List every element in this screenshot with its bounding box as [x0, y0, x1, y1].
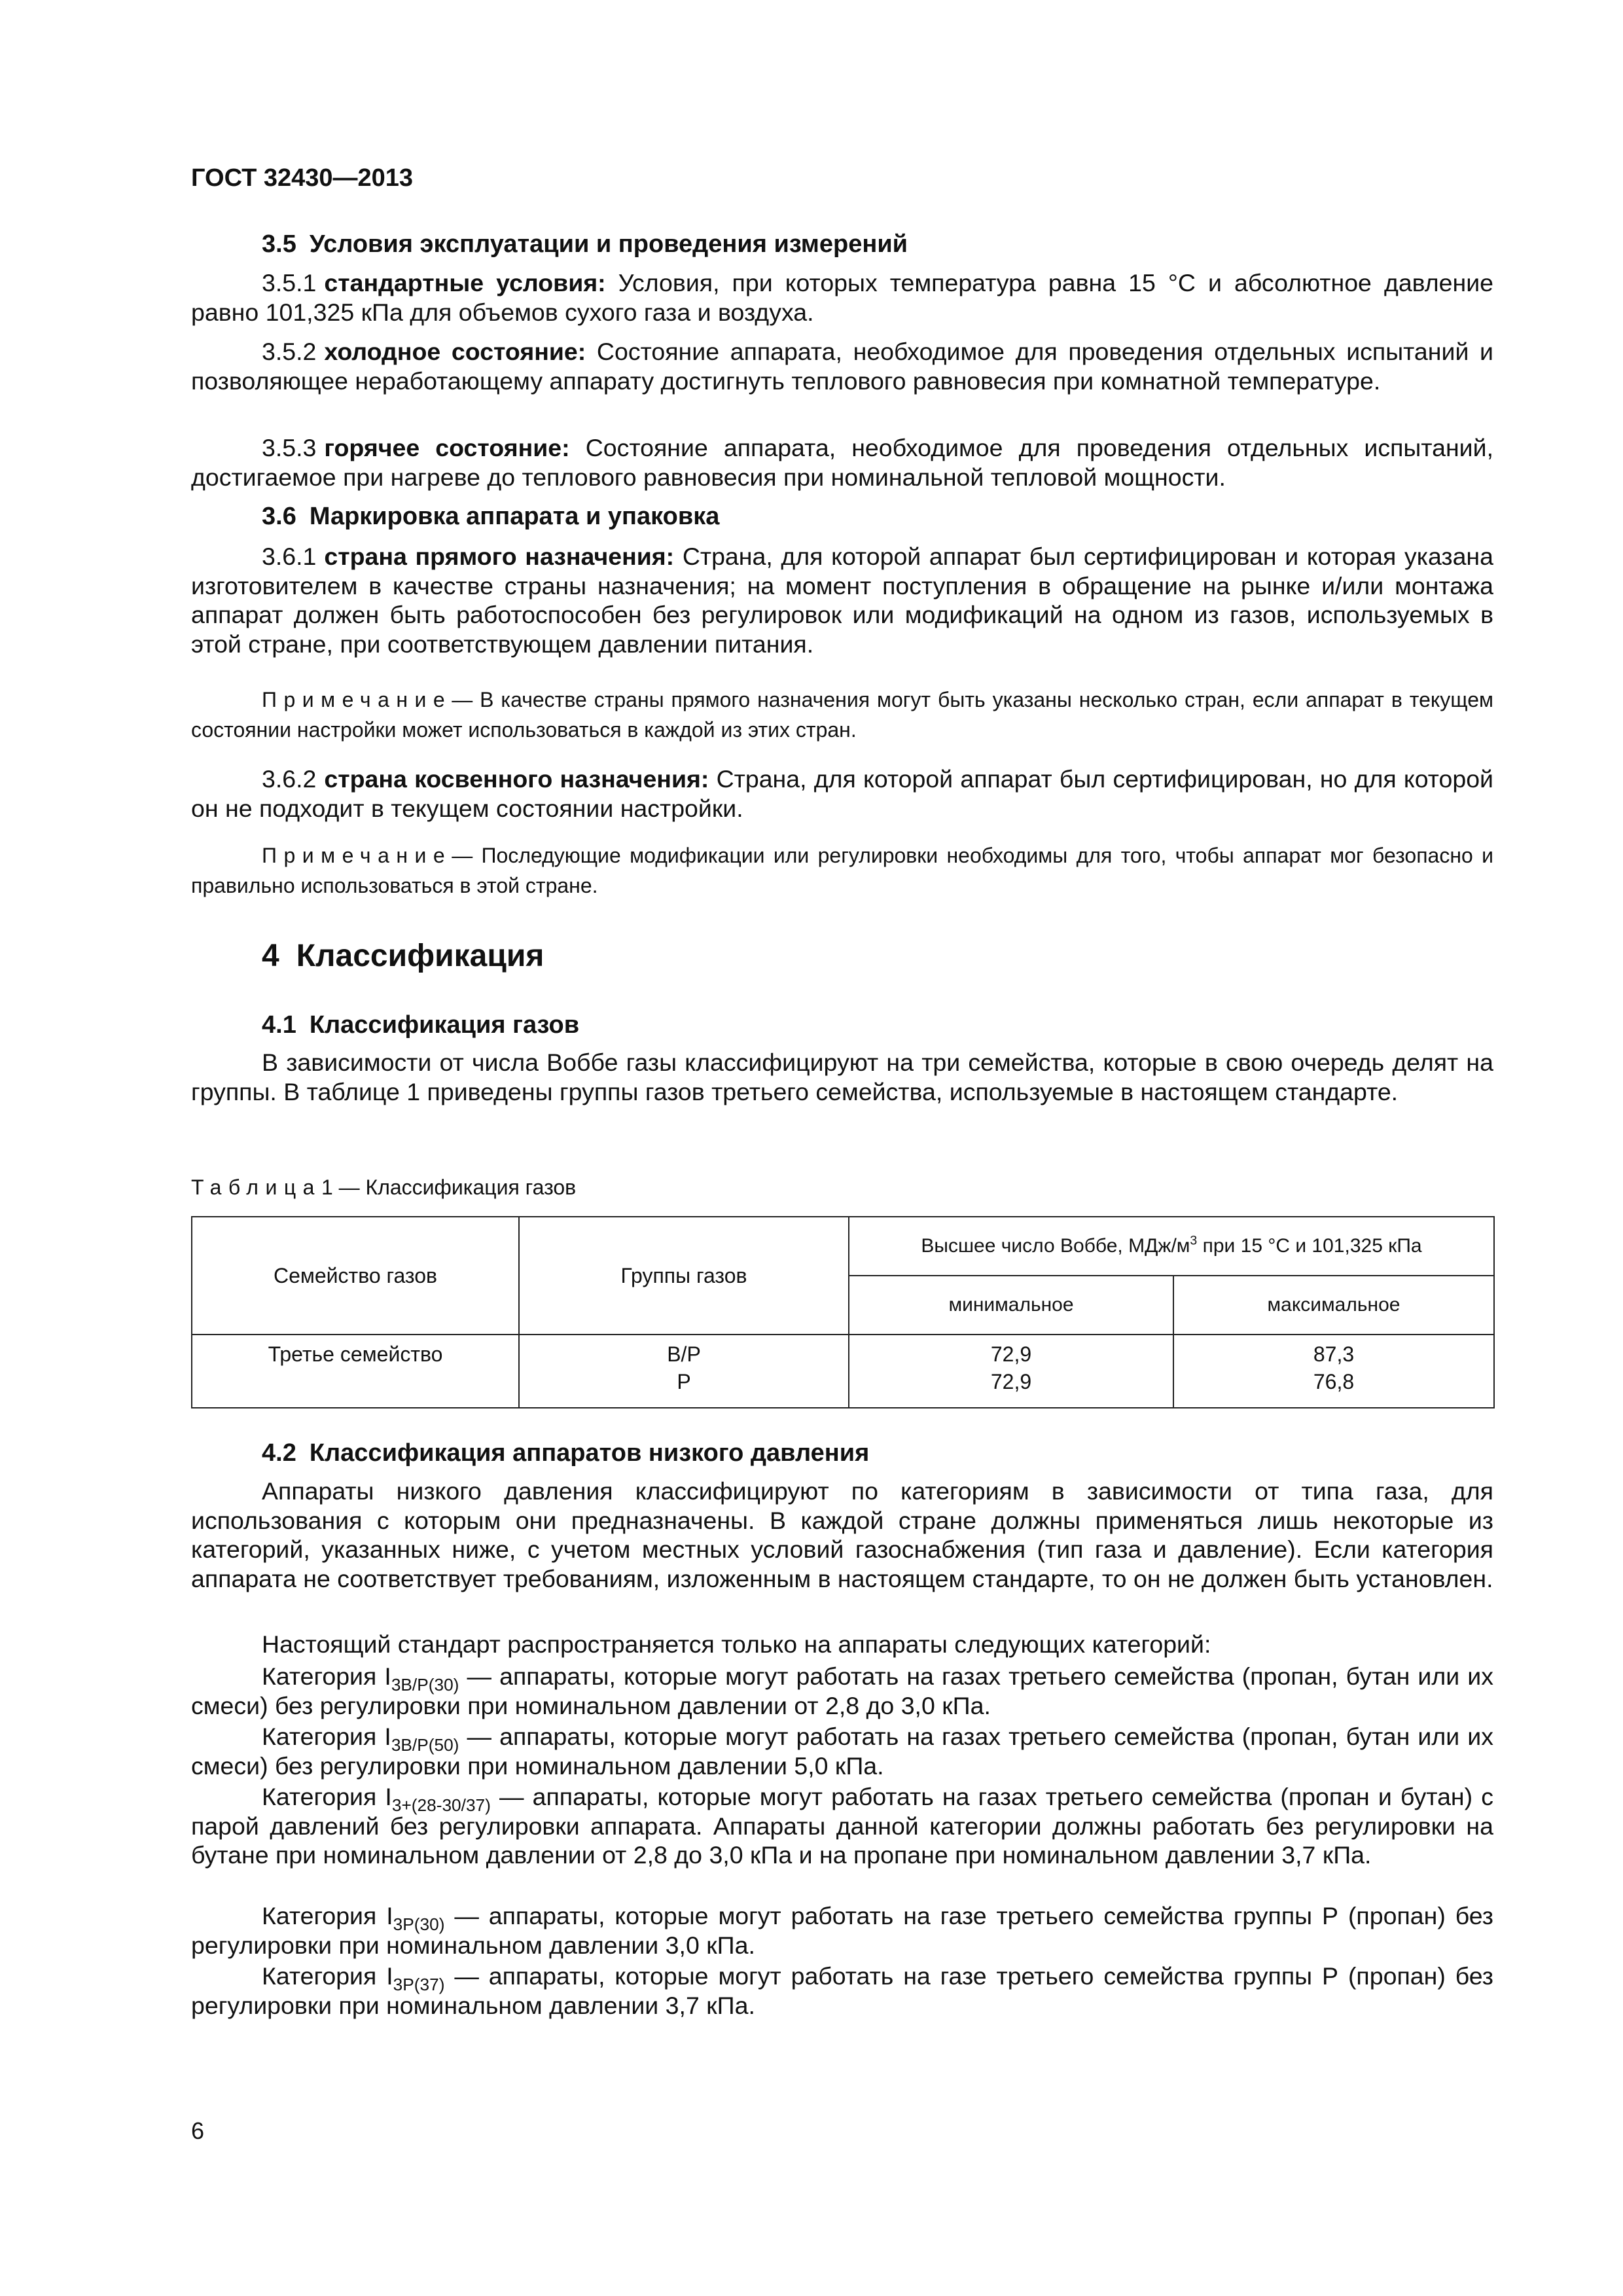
table-row: [192, 1335, 1494, 1408]
gas-classification-table: [191, 1216, 1495, 1408]
section-heading-3-6: [262, 501, 719, 532]
note-1: [191, 685, 1493, 745]
note-label: Примечание: [262, 688, 452, 711]
chapter-title: Классификация: [296, 939, 544, 973]
term: стандартные условия:: [324, 269, 606, 296]
header-max: максимальное: [1173, 1276, 1494, 1335]
term: холодное состояние:: [324, 338, 586, 365]
term: страна прямого назначения:: [324, 543, 675, 570]
section-number: 4.1: [262, 1011, 296, 1039]
cell-max: 87,3 76,8: [1173, 1335, 1494, 1408]
cell-groups: В/Р Р: [519, 1335, 849, 1408]
clause-3-6-1: 3.6.1 страна прямого назначения: Страна, для которой аппарат был сертифицирован и которая указана изготовителем в качестве страны назначения; на момент поступления в обращение на рынке и/или монтажа аппарат должен быть работоспособен без регулировок или модификаций на одном из газов, используемых в этой стране, при соответствующем давлении питания.: [191, 543, 1493, 658]
clause-3-5-2: 3.5.2 холодное состояние: Состояние аппарата, необходимое для проведения отдельных испытаний и позволяющее неработающему аппарату достигнуть теплового равновесия при комнатной температуре.: [191, 338, 1493, 395]
header-family: Семейство газов: [192, 1217, 519, 1335]
section-title: Классификация газов: [309, 1011, 580, 1039]
definition: Состояние аппарата, необходимое для проведения отдельных испытаний и позволяющее неработающему аппарату достигнуть теплового равновесия при комнатной температуре.: [191, 338, 1493, 395]
section-number: 3.6: [262, 503, 296, 530]
term: страна косвенного назначения:: [324, 765, 709, 793]
category-item: Категория $I_{3+(28-30/37)}$ — аппараты, которые могут работать на газах третьего семейства (пропан и бутан) с парой давлений без регулировки аппарата. Аппараты данной категории должны работать без регулировки на бутане при номинальном давлении от 2,8 до 3,0 кПа и на пропане при номинальном давлении 3,7 кПа.: [191, 1783, 1493, 1869]
section-title: Условия эксплуатации и проведения измерений: [309, 230, 908, 258]
section-title: Маркировка аппарата и упаковка: [309, 503, 720, 530]
paragraph-4-2-scope: Настоящий стандарт распространяется только на аппараты следующих категорий:: [262, 1630, 1211, 1658]
header-groups: Группы газов: [519, 1217, 849, 1335]
table-caption-label: Таблица: [191, 1175, 321, 1199]
header-wobbe: Высшее число Воббе, МДж/$м^3$ при 15 °С и 101,325 кПа: [849, 1217, 1494, 1276]
clause-3-5-1: 3.5.1 стандартные условия: Условия, при которых температура равна 15 °С и абсолютное давление равно 101,325 кПа для объемов сухого газа и воздуха.: [191, 269, 1493, 326]
category-item: Категория $I_{3Р(30)}$ — аппараты, которые могут работать на газе третьего семейства группы Р (пропан) без регулировки при номинальном давлении 3,0 кПа.: [191, 1902, 1493, 1959]
cell-min: 72,9 72,9: [849, 1335, 1173, 1408]
section-heading-4-1: [262, 1009, 579, 1041]
section-number: 4.2: [262, 1439, 296, 1467]
section-title: Классификация аппаратов низкого давления: [309, 1439, 870, 1467]
cell-family: Третье семейство: [192, 1335, 519, 1408]
chapter-number: 4: [262, 939, 279, 973]
note-2: [191, 840, 1493, 901]
category-item: Категория $I_{3В/Р(50)}$ — аппараты, которые могут работать на газах третьего семейства (пропан, бутан или их смеси) без регулировки при номинальном давлении 5,0 кПа.: [191, 1723, 1493, 1780]
definition: Страна, для которой аппарат был сертифицирован, но для которой он не подходит в текущем состоянии настройки.: [191, 765, 1493, 822]
definition: Условия, при которых температура равна 15 °С и абсолютное давление равно 101,325 кПа для объемов сухого газа и воздуха.: [191, 269, 1493, 326]
term: горячее состояние:: [324, 434, 570, 461]
note-text: — Последующие модификации или регулировки необходимы для того, чтобы аппарат мог безопасно и правильно использоваться в этой стране.: [191, 844, 1493, 897]
page-number: 6: [191, 2117, 205, 2144]
definition: Состояние аппарата, необходимое для проведения отдельных испытаний, достигаемое при нагреве до теплового равновесия при номинальной тепловой мощности.: [191, 434, 1493, 491]
table-caption: [191, 1173, 576, 1202]
category-item: Категория $I_{3В/Р(30)}$ — аппараты, которые могут работать на газах третьего семейства (пропан, бутан или их смеси) без регулировки при номинальном давлении от 2,8 до 3,0 кПа.: [191, 1662, 1493, 1719]
definition: Страна, для которой аппарат был сертифицирован и которая указана изготовителем в качестве страны назначения; на момент поступления в обращение на рынке и/или монтажа аппарат должен быть работоспособен без регулировок или модификаций на одном из газов, используемых в этой стране, при соответствующем давлении питания.: [191, 543, 1493, 658]
paragraph-4-1: В зависимости от числа Воббе газы классифицируют на три семейства, которые в свою очередь делят на группы. В таблице 1 приведены группы газов третьего семейства, используемые в настоящем стандарте.: [191, 1049, 1493, 1105]
category-item: Категория $I_{3Р(37)}$ — аппараты, которые могут работать на газе третьего семейства группы Р (пропан) без регулировки при номинальном давлении 3,7 кПа.: [191, 1962, 1493, 2019]
note-text: — В качестве страны прямого назначения могут быть указаны несколько стран, если аппарат в текущем состоянии настройки может использоваться в каждой из этих стран.: [191, 688, 1493, 742]
chapter-heading-4: [262, 937, 544, 976]
section-number: 3.5: [262, 230, 296, 258]
clause-3-6-2: 3.6.2 страна косвенного назначения: Страна, для которой аппарат был сертифицирован, но для которой он не подходит в текущем состоянии настройки.: [191, 765, 1493, 822]
header-min: минимальное: [849, 1276, 1173, 1335]
section-heading-3-5: [262, 228, 908, 260]
table-caption-text: 1 — Классификация газов: [321, 1175, 577, 1199]
clause-3-5-3: 3.5.3 горячее состояние: Состояние аппарата, необходимое для проведения отдельных испытаний, достигаемое при нагреве до теплового равновесия при номинальной тепловой мощности.: [191, 434, 1493, 491]
section-heading-4-2: [262, 1437, 869, 1469]
document-header: ГОСТ 32430—2013: [191, 164, 414, 192]
paragraph-4-2-intro: Аппараты низкого давления классифицируют по категориям в зависимости от типа газа, для использования с которым они предназначены. В каждой стране должны применяться лишь некоторые из категорий, указанных ниже, с учетом местных условий газоснабжения (тип газа и давление). Если категория аппарата не соответствует требованиям, изложенным в настоящем стандарте, то он не должен быть установлен.: [191, 1477, 1493, 1592]
note-label: Примечание: [262, 844, 452, 867]
